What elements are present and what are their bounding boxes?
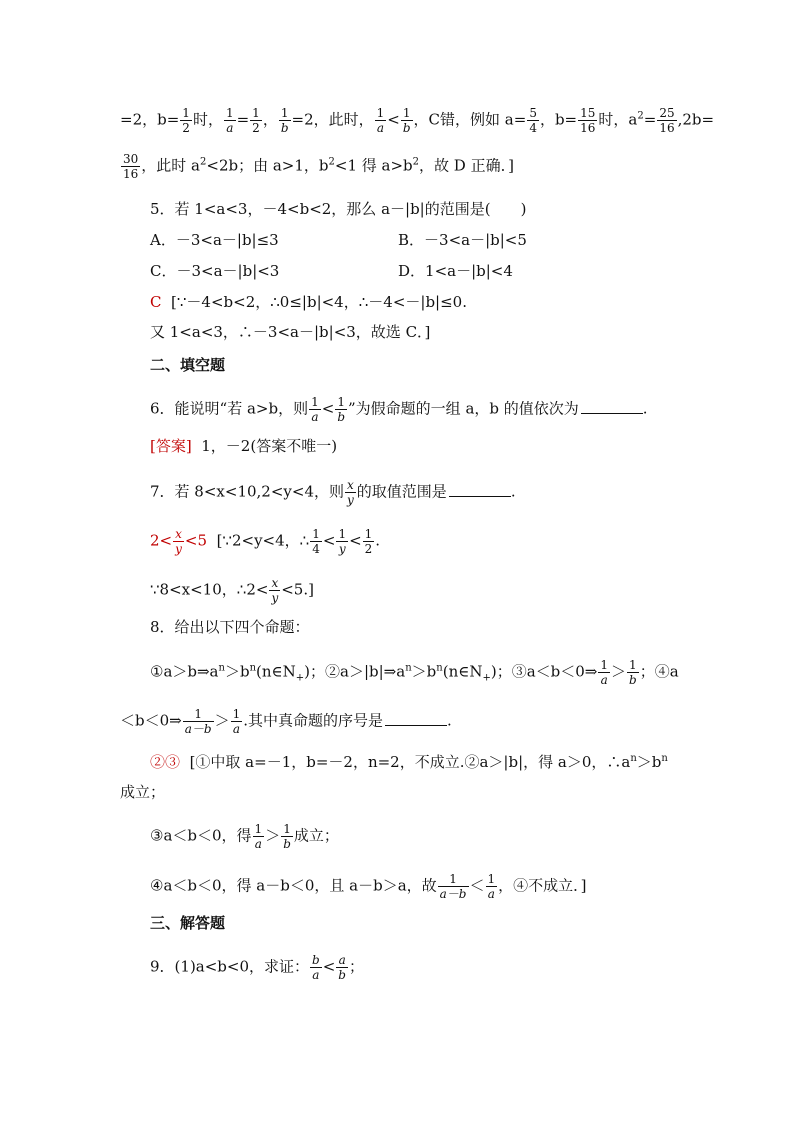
- text: ，此时 a: [141, 156, 200, 175]
- superscript: n: [218, 662, 225, 674]
- text: ,2b=: [677, 110, 715, 129]
- option-b: B．－3<a－|b|<5: [398, 231, 527, 249]
- text: .其中真命题的序号是: [243, 711, 383, 730]
- numerator: 5: [529, 106, 537, 120]
- fraction: [657, 106, 676, 135]
- text: ；: [348, 957, 364, 976]
- question-5-answer: [150, 292, 467, 312]
- subscript: +: [295, 672, 305, 684]
- numerator: 15: [580, 106, 596, 120]
- denominator: a: [253, 836, 265, 851]
- fraction: [375, 106, 387, 135]
- fraction: [180, 106, 192, 135]
- text: .: [375, 531, 381, 550]
- question-8-answer-cont: 成立；: [120, 783, 166, 801]
- superscript: 2: [637, 110, 644, 122]
- numerator: 1: [252, 106, 260, 120]
- text: ；④a: [639, 662, 679, 681]
- numerator: x: [175, 527, 182, 541]
- text: ＞b: [411, 662, 437, 681]
- solution-line-2: [120, 152, 514, 181]
- numerator: 1: [232, 707, 241, 721]
- denominator: y: [271, 591, 279, 605]
- numerator: 1: [402, 106, 411, 120]
- question-9-stem: [150, 953, 364, 982]
- denominator: 4: [529, 121, 537, 135]
- option-a: A．－3<a－|b|≤3: [150, 231, 279, 249]
- text: ∵8<x<10，∴2<: [150, 580, 269, 599]
- fraction: [309, 395, 321, 424]
- denominator: a－b: [184, 722, 212, 736]
- numerator: 1: [364, 527, 373, 541]
- superscript: n: [436, 662, 443, 674]
- text: ＜: [469, 876, 485, 895]
- text: ”为假命题的一组 a，b 的值依次为: [348, 399, 579, 418]
- superscript: n: [249, 662, 257, 674]
- denominator: b: [338, 968, 346, 982]
- numerator: 1: [311, 395, 319, 409]
- fraction: [310, 953, 322, 982]
- answer-text: 1，－2(答案不唯一): [201, 437, 338, 455]
- text: <: [321, 399, 335, 418]
- denominator: 2: [252, 121, 260, 135]
- denominator: a: [231, 721, 243, 736]
- fraction: [345, 478, 356, 507]
- text: [①中取 a=－1，b=－2，n=2，不成立.②a＞|b|，得 a＞0，∴a: [189, 753, 631, 771]
- denominator: 4: [312, 542, 320, 556]
- text: <: [387, 110, 400, 129]
- section-heading-fill-in: 二、填空题: [150, 356, 226, 374]
- numerator: 1: [312, 527, 320, 541]
- answer-text: <5: [184, 531, 208, 550]
- text: ，故 D 正确．]: [419, 156, 514, 175]
- denominator: a－b: [439, 887, 467, 901]
- text: )；②a＞|b|⇒a: [304, 662, 406, 681]
- denominator: b: [629, 673, 637, 687]
- numerator: a: [338, 953, 346, 967]
- text: <2b；由 a>1，b: [206, 156, 329, 175]
- text: ＞b: [224, 662, 250, 681]
- text: ④a＜b＜0，得 a－b＜0，且 a－b＞a，故: [150, 876, 437, 895]
- text: <5.]: [281, 580, 314, 599]
- denominator: 16: [659, 121, 675, 135]
- fraction: [281, 822, 293, 851]
- fraction: [224, 106, 236, 135]
- text: ＞: [214, 711, 230, 730]
- denominator: b: [402, 121, 411, 135]
- denominator: a: [310, 967, 322, 982]
- numerator: x: [271, 576, 279, 590]
- question-8-line-2: [120, 707, 452, 736]
- answer-text: 2<: [150, 531, 173, 550]
- answer-tag: [答案]: [150, 437, 192, 455]
- text: ①a＞b⇒a: [150, 662, 219, 681]
- text: 6．能说明“若 a>b，则: [150, 399, 309, 418]
- question-8-step-3: [150, 822, 339, 851]
- text: ＞: [265, 826, 281, 845]
- fraction: [578, 106, 597, 135]
- text: ③a＜b＜0，得: [150, 826, 252, 845]
- denominator: a: [309, 409, 321, 424]
- subscript: +: [482, 672, 491, 684]
- text: ＜b＜0⇒: [120, 711, 182, 730]
- question-6-answer: [150, 436, 337, 456]
- numerator: 1: [338, 527, 347, 541]
- numerator: x: [347, 478, 354, 492]
- numerator: 1: [182, 106, 190, 120]
- question-5-answer-line-2: 又 1<a<3，∴－3<a－|b|<3，故选 C．]: [150, 323, 431, 341]
- denominator: 16: [123, 167, 139, 181]
- text: <: [322, 957, 336, 976]
- question-8-line-1: [150, 658, 679, 687]
- fraction: [253, 822, 265, 851]
- question-5-stem: 5．若 1<a<3，－4<b<2，那么 a－|b|的范围是( ): [150, 200, 527, 218]
- question-8-step-4: [150, 872, 587, 901]
- text: .: [510, 482, 516, 501]
- text: =2，b=: [120, 110, 180, 129]
- text: 时，a: [598, 110, 638, 129]
- denominator: b: [280, 121, 289, 135]
- fraction: [627, 658, 639, 687]
- fraction: [250, 106, 262, 135]
- superscript: n: [405, 662, 412, 674]
- text: 7．若 8<x<10,2<y<4，则: [150, 482, 345, 501]
- option-c: C．－3<a－|b|<3: [150, 262, 280, 280]
- numerator: 1: [487, 872, 496, 886]
- numerator: 1: [376, 106, 385, 120]
- numerator: 1: [194, 707, 202, 721]
- fraction: [401, 106, 413, 135]
- solution-line-1: [120, 106, 714, 135]
- numerator: 1: [449, 872, 457, 886]
- text: )；③a＜b＜0⇒: [490, 662, 598, 681]
- question-8-answer: [150, 752, 668, 772]
- fraction: [438, 872, 469, 901]
- denominator: y: [175, 542, 182, 556]
- numerator: 1: [225, 106, 234, 120]
- text: 时，: [192, 110, 223, 129]
- fraction: [310, 527, 322, 556]
- text: =: [236, 110, 250, 129]
- fraction: [363, 527, 375, 556]
- fraction: [231, 707, 243, 736]
- numerator: 1: [283, 822, 291, 836]
- denominator: b: [283, 837, 291, 851]
- numerator: 1: [600, 658, 609, 672]
- text: ，b=: [539, 110, 578, 129]
- numerator: 1: [629, 658, 637, 672]
- fraction: [486, 872, 498, 901]
- question-6-stem: [150, 395, 648, 424]
- question-7-answer: [150, 527, 380, 556]
- fraction: [335, 395, 347, 424]
- superscript: 2: [412, 156, 420, 168]
- fraction: [269, 576, 280, 605]
- denominator: a: [598, 672, 610, 687]
- superscript: 2: [328, 156, 335, 168]
- text: 9．(1)a<b<0，求证：: [150, 957, 310, 976]
- text: <1 得 a>b: [334, 156, 413, 175]
- denominator: 2: [364, 542, 373, 556]
- text: =: [643, 110, 657, 129]
- answer-letter: C: [150, 293, 162, 311]
- fraction: [336, 527, 348, 556]
- fraction: [121, 152, 140, 181]
- question-7-stem: [150, 478, 516, 507]
- text: =2，此时，: [291, 110, 374, 129]
- fraction: [336, 953, 348, 982]
- superscript: 2: [200, 156, 207, 168]
- denominator: y: [336, 541, 348, 556]
- text: (n∈N: [442, 662, 483, 681]
- numerator: 1: [254, 822, 263, 836]
- denominator: 2: [182, 121, 190, 135]
- text: ，C错，例如 a=: [413, 110, 527, 129]
- answer-tag: ②③: [150, 753, 181, 771]
- text: ＞b: [636, 753, 662, 771]
- text: ，: [262, 110, 278, 129]
- numerator: 1: [337, 395, 345, 409]
- text: (n∈N: [256, 662, 296, 681]
- option-d: D．1<a－|b|<4: [398, 262, 513, 280]
- denominator: b: [337, 410, 346, 424]
- fraction: [598, 658, 610, 687]
- denominator: a: [224, 120, 236, 135]
- section-heading-answers: 三、解答题: [150, 914, 226, 932]
- superscript: n: [630, 753, 637, 764]
- numerator: b: [312, 953, 320, 967]
- superscript: n: [661, 753, 668, 764]
- answer-explanation: [∵－4<b<2，∴0≤|b|<4，∴－4<－|b|≤0.: [171, 293, 467, 311]
- fraction: [279, 106, 291, 135]
- answer-blank: [581, 399, 643, 414]
- numerator: 1: [280, 106, 289, 120]
- text: .: [642, 399, 648, 418]
- text: <: [322, 531, 336, 550]
- text: 的取值范围是: [356, 482, 447, 501]
- text: ＞: [611, 662, 627, 681]
- fraction: [173, 527, 184, 556]
- text: [∵2<y<4，∴: [216, 531, 310, 550]
- answer-blank: [385, 711, 447, 726]
- text: .: [447, 711, 452, 730]
- denominator: y: [347, 493, 354, 507]
- fraction: [527, 106, 539, 135]
- answer-blank: [449, 482, 511, 497]
- denominator: a: [375, 120, 387, 135]
- numerator: 25: [659, 106, 675, 120]
- fraction: [183, 707, 214, 736]
- question-8-stem: 8．给出以下四个命题：: [150, 618, 310, 636]
- text: ，④不成立．]: [498, 876, 587, 895]
- denominator: a: [486, 886, 498, 901]
- numerator: 30: [123, 152, 139, 166]
- text: 成立；: [293, 826, 339, 845]
- text: <: [349, 531, 362, 550]
- denominator: 16: [580, 121, 596, 135]
- question-7-answer-line-2: [150, 576, 314, 605]
